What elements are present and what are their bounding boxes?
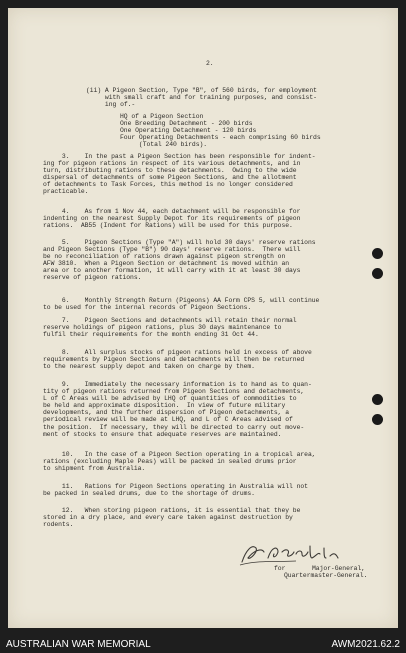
punch-hole [372,414,383,425]
punch-hole [372,394,383,405]
footer-institution: AUSTRALIAN WAR MEMORIAL [6,639,151,650]
paragraph-8: 8. All surplus stocks of pigeon rations held in excess of above requirements by Pigeon Sections and detachments will then be returned to the nearest supply depot and taken on charge by them. [43,349,312,371]
archive-footer [0,628,406,653]
footer-item-id: AWM2021.62.2 [331,639,400,650]
paragraph-12: 12. When storing pigeon rations, it is essential that they be stored in a dry place, and every care taken against destruction by rodents. [43,507,301,529]
signature-title-1: Major-General, [312,565,365,572]
signature-for: for [274,565,286,572]
paragraph-3: 3. In the past a Pigeon Section has been responsible for indent- ing for pigeon rations in respect of its various detachments, and in turn, distributing rations to these detachments. Owing to the wide dispersal of detachments of some Pigeon Sections, and the allotment of detachments to Task Forces, this method is no longer considered practicable. [43,153,316,196]
paragraph-ii: (ii) A Pigeon Section, Type "B", of 560 birds, for employment with small craft and for training purposes, and consist- ing of.- [86,87,317,109]
handwritten-signature [238,538,358,568]
section-composition-list: HQ of a Pigeon Section One Breeding Detachment - 200 birds One Operating Detachment - 120 birds Four Operating Detachments - each comprising 60 birds (Total 240 birds). [120,113,321,149]
paragraph-10: 10. In the case of a Pigeon Section operating in a tropical area, rations (excluding Maple Peas) will be packed in sealed drums prior to shipment from Australia. [43,451,316,473]
paragraph-5: 5. Pigeon Sections (Type "A") will hold 30 days' reserve rations and Pigeon Sections (Type "B") 90 days' reserve rations. There will be no reconciliation of rations drawn against pigeon strength on AFW 3810. When a Pigeon Section or detachment is moved within an area or to another formation, it will carry with it at least 30 days reserve of pigeon rations. [43,239,316,282]
paragraph-11: 11. Rations for Pigeon Sections operating in Australia will not be packed in sealed drums, due to the shortage of drums. [43,483,308,498]
paragraph-9: 9. Immediately the necessary information is to hand as to quan- tity of pigeon rations returned from Pigeon Sections and detachments, L of C Areas will be advised by LHQ of quantities of commodities to be held and approximate disposition. In view of future military developments, and the further dispersion of Pigeon detachments, a periodical review will be made at LHQ, and L of C Areas advised of the position. If necessary, they will be directed to carry out move- ment of stocks to ensure that adequate reserves are maintained. [43,381,312,438]
punch-hole [372,248,383,259]
paragraph-7: 7. Pigeon Sections and detachments will retain their normal reserve holdings of pigeon rations, plus 30 days maintenance to fulfil their requirements for the month ending 31 Oct 44. [43,317,297,339]
page-number: 2. [206,60,214,67]
document-page [8,8,398,628]
paragraph-4: 4. As from 1 Nov 44, each detachment will be responsible for indenting on the nearest Supply Depot for its requirements of pigeon rations. AB55 (Indent for Rations) will be used for this purpose. [43,208,301,230]
signature-title-2: Quartermaster-General. [284,572,368,579]
paragraph-6: 6. Monthly Strength Return (Pigeons) AA Form CPS 5, will continue to be used for the internal records of Pigeon Sections. [43,297,320,312]
punch-hole [372,268,383,279]
